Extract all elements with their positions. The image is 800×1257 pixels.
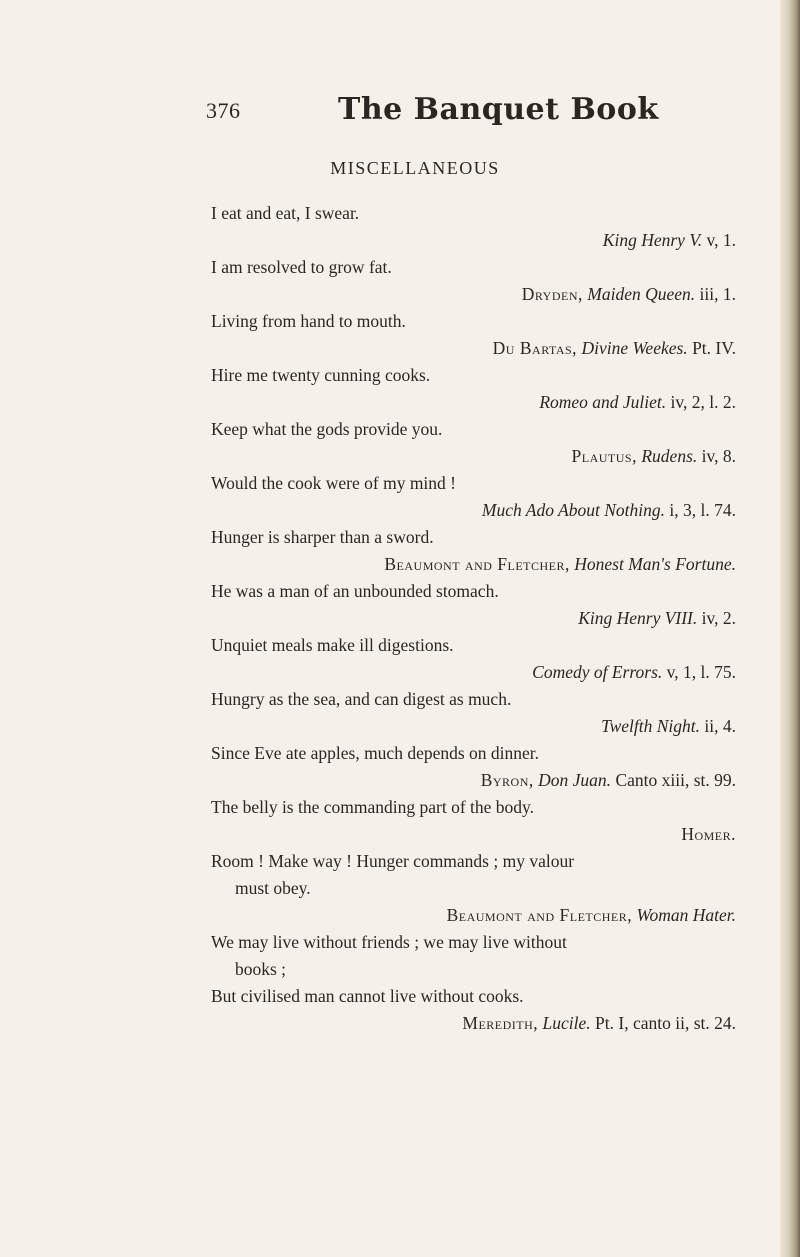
citation [0, 497, 736, 524]
citation [0, 551, 736, 578]
quotation-entry [0, 740, 800, 794]
work-title: King Henry VIII. [578, 608, 698, 628]
page-number: 376 [206, 98, 241, 123]
work-title: Romeo and Juliet. [539, 392, 667, 412]
quotation-entry [0, 470, 800, 524]
citation [0, 281, 736, 308]
author-name: Dryden, [521, 284, 583, 304]
quotation-entry [0, 794, 800, 848]
quotation-text [211, 929, 756, 1010]
work-title: Maiden Queen. [587, 284, 696, 304]
quotation-text: He was a man of an unbounded stomach. [211, 581, 499, 601]
quotation-entry [0, 416, 800, 470]
citation-reference: ii, 4. [704, 716, 736, 736]
citation [0, 389, 736, 416]
author-name: Meredith, [462, 1013, 539, 1033]
quotation-entry [0, 308, 800, 362]
author-name: Plautus, [571, 446, 637, 466]
work-title: Comedy of Errors. [532, 662, 663, 682]
work-title: Lucile. [542, 1013, 591, 1033]
citation [0, 713, 736, 740]
quotation-entry [0, 632, 800, 686]
quotation-line: Room ! Make way ! Hunger commands ; my valour [211, 851, 575, 871]
quotation-entry [0, 200, 800, 254]
quotation-line: We may live without friends ; we may live without [211, 932, 567, 952]
citation-reference: iii, 1. [699, 284, 736, 304]
quotation-text: Unquiet meals make ill digestions. [211, 635, 454, 655]
quotation-list [0, 200, 800, 1037]
work-title: Don Juan. [538, 770, 612, 790]
quotation-text [211, 848, 756, 902]
quotation-entry [0, 578, 800, 632]
work-title: Honest Man's Fortune. [574, 554, 736, 574]
citation [0, 659, 736, 686]
quotation-text: Since Eve ate apples, much depends on dinner. [211, 743, 540, 763]
work-title: Much Ado About Nothing. [481, 500, 666, 520]
quotation-entry [0, 848, 800, 929]
author-name: Beaumont and Fletcher, [384, 554, 570, 574]
citation-reference: v, 1, l. 75. [666, 662, 736, 682]
citation-reference: Pt. I, canto ii, st. 24. [595, 1013, 736, 1033]
citation-reference: iv, 8. [701, 446, 736, 466]
quotation-entry [0, 524, 800, 578]
citation-reference: v, 1. [706, 230, 736, 250]
citation-reference: iv, 2, l. 2. [670, 392, 736, 412]
quotation-text: Would the cook were of my mind ! [211, 473, 456, 493]
section-title: MISCELLANEOUS [330, 158, 500, 178]
work-title: Woman Hater. [636, 905, 736, 925]
quotation-continuation: must obey. [235, 878, 311, 898]
quotation-entry [0, 254, 800, 308]
citation-reference: Canto xiii, st. 99. [615, 770, 736, 790]
quotation-entry [0, 929, 800, 1037]
citation [0, 902, 736, 929]
quotation-text: The belly is the commanding part of the body. [211, 797, 535, 817]
quotation-entry [0, 362, 800, 416]
author-name: Homer. [681, 824, 736, 844]
citation [0, 1010, 736, 1037]
quotation-text: Keep what the gods provide you. [211, 419, 443, 439]
quotation-text: Living from hand to mouth. [211, 311, 406, 331]
quotation-text: I am resolved to grow fat. [211, 257, 392, 277]
quotation-line: But civilised man cannot live without cooks. [211, 986, 524, 1006]
work-title: Divine Weekes. [581, 338, 688, 358]
author-name: Du Bartas, [492, 338, 578, 358]
citation-reference: iv, 2. [701, 608, 736, 628]
author-name: Beaumont and Fletcher, [446, 905, 633, 925]
quotation-text: Hungry as the sea, and can digest as much. [211, 689, 512, 709]
citation [0, 605, 736, 632]
citation-reference: i, 3, l. 74. [669, 500, 736, 520]
citation-reference: Pt. IV. [692, 338, 736, 358]
quotation-entry [0, 686, 800, 740]
quotation-text: Hunger is sharper than a sword. [211, 527, 434, 547]
page-header [0, 92, 800, 136]
citation [0, 335, 736, 362]
work-title: Twelfth Night. [601, 716, 701, 736]
citation [0, 821, 736, 848]
citation [0, 227, 736, 254]
work-title: Rudens. [641, 446, 698, 466]
citation [0, 443, 736, 470]
citation [0, 767, 736, 794]
quotation-text: Hire me twenty cunning cooks. [211, 365, 431, 385]
author-name: Byron, [480, 770, 534, 790]
quotation-continuation: books ; [235, 959, 287, 979]
quotation-text: I eat and eat, I swear. [211, 203, 360, 223]
work-title: King Henry V. [602, 230, 703, 250]
running-title: The Banquet Book [338, 92, 659, 127]
